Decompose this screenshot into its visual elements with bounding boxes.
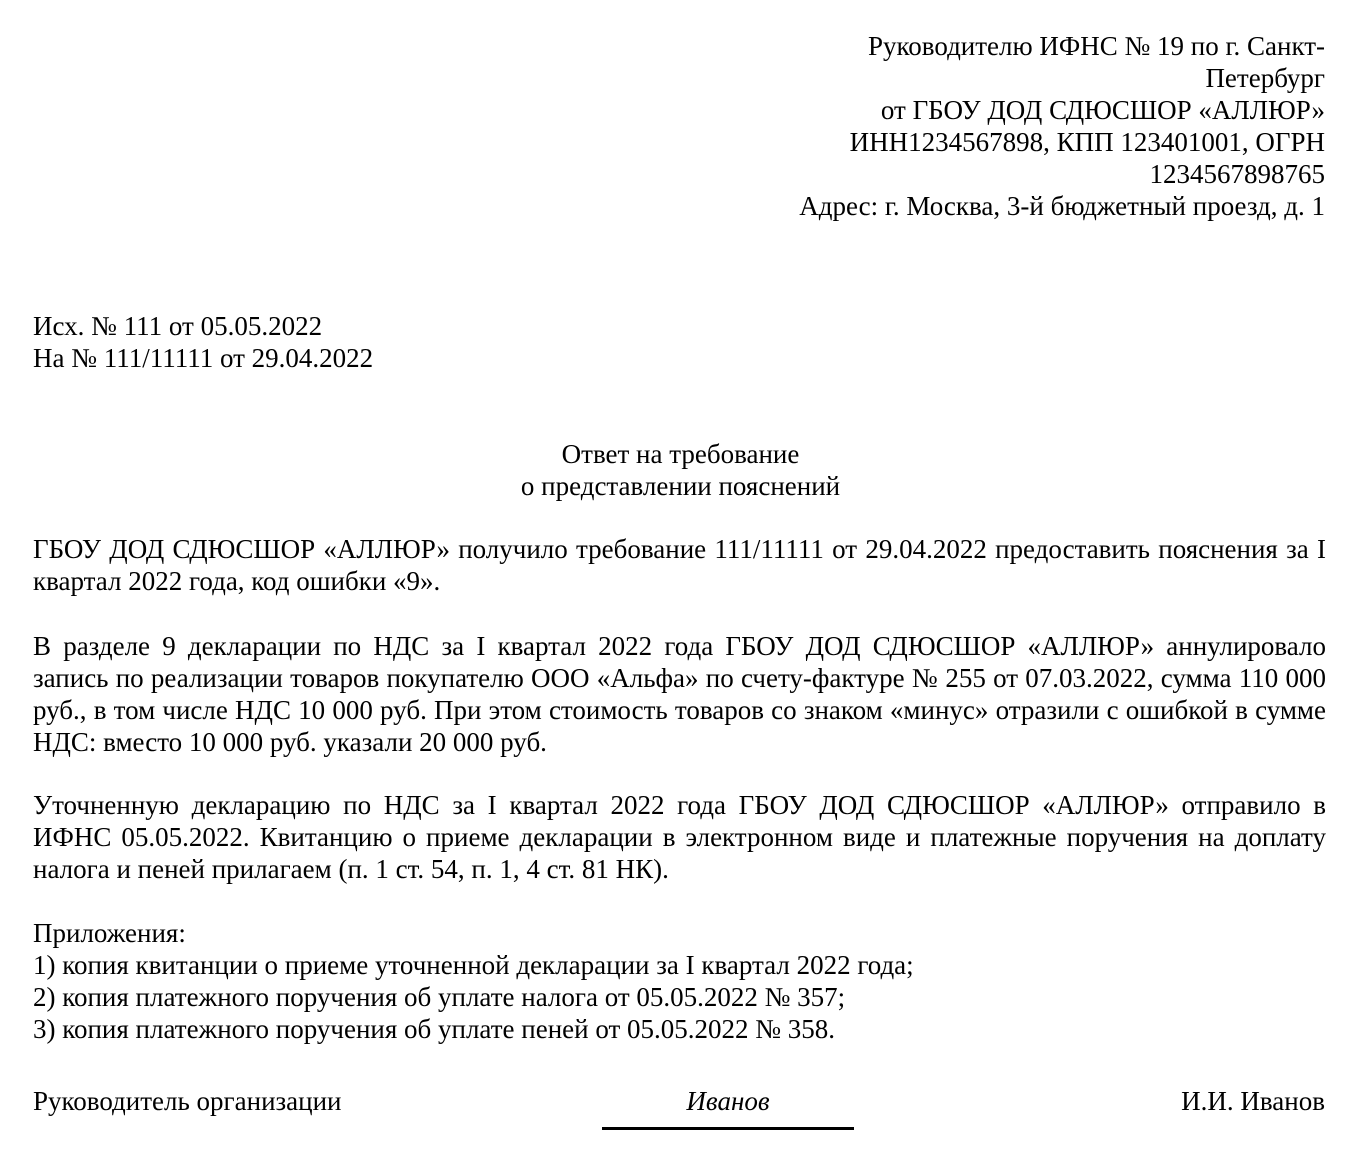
reply-to-number: На № 111/11111 от 29.04.2022 [33, 343, 374, 373]
attachment-item: 3) копия платежного поручения об уплате пеней от 05.05.2022 № 358. [33, 1014, 836, 1044]
addressee-address: Адрес: г. Москва, 3-й бюджетный проезд, д. 1 [799, 191, 1325, 221]
addressee-ogrn: 1234567898765 [1149, 159, 1325, 189]
title-line: Ответ на требование [561, 439, 800, 469]
handwritten-signature: Иванов [686, 1086, 770, 1116]
attachment-item: 2) копия платежного поручения об уплате налога от 05.05.2022 № 357; [33, 982, 846, 1012]
addressee-block [765, 30, 1325, 222]
addressee-line: Петербург [1205, 63, 1325, 93]
document-title [0, 438, 1361, 502]
addressee-requisites: ИНН1234567898, КПП 123401001, ОГРН [849, 127, 1325, 157]
title-line: о представлении пояснений [520, 471, 841, 501]
attachments-list [33, 917, 914, 1045]
signature-row [0, 1085, 1361, 1135]
attachment-item: 1) копия квитанции о приеме уточненной декларации за I квартал 2022 года; [33, 950, 914, 980]
body-paragraph-2: В разделе 9 декларации по НДС за I квартал 2022 года ГБОУ ДОД СДЮСШОР «АЛЛЮР» аннулировало запись по реализации товаров покупателю ООО «Альфа» по счету-фактуре № 255 от 07.03.2022, сумма 110 000 руб., в том числе НДС 10 000 руб. При этом стоимость товаров со знаком «минус» отразили с ошибкой в сумме НДС: вместо 10 000 руб. указали 20 000 руб. [33, 631, 1326, 757]
signature-line [602, 1085, 854, 1130]
reference-numbers [33, 310, 373, 374]
addressee-line: Руководителю ИФНС № 19 по г. Санкт- [868, 31, 1325, 61]
signatory-role: Руководитель организации [33, 1086, 342, 1116]
body-paragraph-3: Уточненную декларацию по НДС за I квартал 2022 года ГБОУ ДОД СДЮСШОР «АЛЛЮР» отправило в ИФНС 05.05.2022. Квитанцию о приеме декларации в электронном виде и платежные поручения на доплату налога и пеней прилагаем (п. 1 ст. 54, п. 1, 4 ст. 81 НК). [33, 790, 1326, 884]
addressee-sender: от ГБОУ ДОД СДЮСШОР «АЛЛЮР» [880, 95, 1325, 125]
attachments-heading: Приложения: [33, 918, 186, 948]
outgoing-number: Исх. № 111 от 05.05.2022 [33, 311, 323, 341]
body-paragraph-1: ГБОУ ДОД СДЮСШОР «АЛЛЮР» получило требование 111/11111 от 29.04.2022 предоставить пояснения за I квартал 2022 года, код ошибки «9». [33, 534, 1326, 596]
signatory-name: И.И. Иванов [1181, 1086, 1325, 1116]
